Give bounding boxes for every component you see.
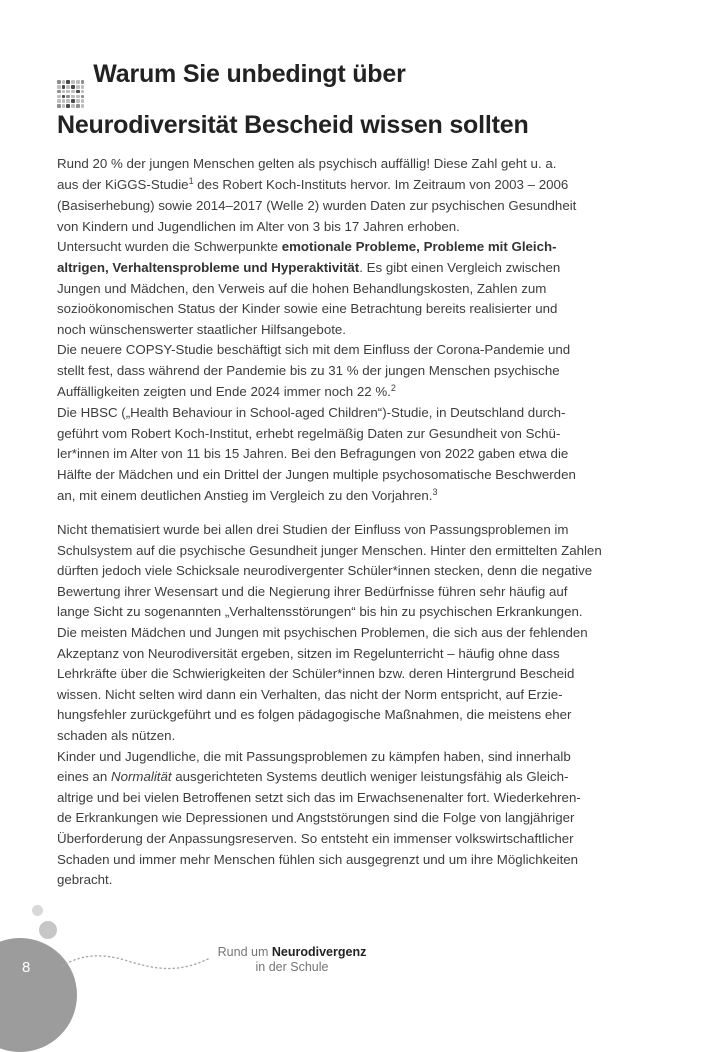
- decor-circle-small: [32, 905, 43, 916]
- dot: [71, 104, 75, 108]
- dot: [71, 80, 75, 84]
- dot: [57, 80, 61, 84]
- body-line: aus der KiGGS-Studie$^1$ des Robert Koch-Instituts hervor. Im Zeitraum von 2003 – 2006: [57, 176, 569, 192]
- dot: [66, 90, 70, 94]
- dot: [81, 80, 85, 84]
- dot: [76, 99, 80, 103]
- body-line: Schaden und immer mehr Menschen fühlen sich ausgegrenzt und um ihre Möglichkeiten: [57, 851, 579, 867]
- dot: [76, 80, 80, 84]
- dot: [57, 99, 61, 103]
- body-line: Die neuere COPSY-Studie beschäftigt sich mit dem Einfluss der Corona-Pandemie und: [57, 342, 571, 358]
- dot: [66, 95, 70, 99]
- dot: [81, 95, 85, 99]
- body-line: hungsfehler zurückgeführt und es folgen pädagogische Maßnahmen, die meistens eher: [57, 707, 572, 723]
- body-line: noch wünschenswerter staatlicher Hilfsangebote.: [57, 321, 346, 337]
- dot: [81, 104, 85, 108]
- body-line: Hälfte der Mädchen und ein Drittel der Jungen multiple psychosomatische Beschwerden: [57, 466, 576, 482]
- body-line: dürften jedoch viele Schicksale neurodivergenter Schüler*innen stecken, denn die negative: [57, 563, 593, 579]
- dot: [76, 95, 80, 99]
- footer-series-title: [213, 945, 371, 974]
- body-line: lange Sicht zu sogenannten „Verhaltensstörungen“ bis hin zu psychischen Erkrankungen.: [57, 604, 583, 620]
- dot: [76, 104, 80, 108]
- body-line: de Erkrankungen wie Depressionen und Angststörungen sind die Folge von langjähriger: [57, 810, 575, 826]
- dot: [62, 90, 66, 94]
- body-line: Lehrkräfte über die Schwierigkeiten der Schüler*innen bzw. deren Hintergrund Bescheid: [57, 666, 575, 682]
- body-line: (Basiserhebung) sowie 2014–2017 (Welle 2) wurden Daten zur psychischen Gesundheit: [57, 198, 577, 214]
- text-block-1: [57, 154, 657, 507]
- text-block-2: [57, 520, 657, 891]
- dot: [76, 90, 80, 94]
- dot-grid-icon: [57, 80, 84, 107]
- dot: [71, 95, 75, 99]
- dot: [81, 85, 85, 89]
- dot: [62, 80, 66, 84]
- body-line: Bewertung ihrer Wesensart und die Negierung ihrer Bedürfnisse führen sehr häufig auf: [57, 583, 568, 599]
- footer-series-line-1: [213, 945, 371, 960]
- body-text: [57, 154, 657, 891]
- body-line: Die meisten Mädchen und Jungen mit psychischen Problemen, die sich aus der fehlenden: [57, 625, 588, 641]
- body-line: gebracht.: [57, 872, 113, 888]
- body-line: stellt fest, dass während der Pandemie bis zu 31 % der jungen Menschen psychische: [57, 362, 560, 378]
- chapter-title: [57, 55, 657, 144]
- dot: [57, 85, 61, 89]
- dot: [71, 85, 75, 89]
- body-line: Untersucht wurden die Schwerpunkte emotionale Probleme, Probleme mit Gleich-: [57, 239, 557, 255]
- body-line: altrige und bei vielen Betroffenen setzt sich das im Erwachsenenalter fort. Wiederkehren-: [57, 789, 581, 805]
- dot: [62, 85, 66, 89]
- body-line: eines an Normalität ausgerichteten Systems deutlich weniger leistungsfähig als Gleich-: [57, 769, 569, 785]
- body-line: wissen. Nicht selten wird dann ein Verhalten, das nicht der Norm entspricht, auf Erzie-: [57, 686, 563, 702]
- chapter-title-text-1: Warum Sie unbedingt über: [93, 60, 406, 88]
- chapter-title-text-2: Neurodiversität Bescheid wissen sollten: [57, 110, 529, 139]
- chapter-title-line-2: [57, 106, 657, 144]
- body-line: ler*innen im Alter von 11 bis 15 Jahren. Bei den Befragungen von 2022 gaben etwa die: [57, 446, 569, 462]
- dot: [66, 85, 70, 89]
- dot: [62, 95, 66, 99]
- body-line: Auffälligkeiten zeigten und Ende 2024 immer noch 22 %.$^2$: [57, 383, 396, 399]
- body-line: Nicht thematisiert wurde bei allen drei Studien der Einfluss von Passungsproblemen im: [57, 522, 569, 538]
- body-line: altrigen, Verhaltensprobleme und Hyperaktivität. Es gibt einen Vergleich zwischen: [57, 259, 561, 275]
- dot: [81, 90, 85, 94]
- footer-series-regular: Rund um: [217, 945, 272, 959]
- footer-series-bold: Neurodivergenz: [271, 945, 367, 959]
- footer-series-line-2: in der Schule: [255, 959, 329, 974]
- body-line: Schulsystem auf die psychische Gesundheit junger Menschen. Hinter den ermittelten Zahlen: [57, 542, 602, 558]
- page-number: 8: [22, 959, 31, 976]
- body-line: schaden als nützen.: [57, 728, 176, 744]
- body-line: Jungen und Mädchen, den Verweis auf die hohen Behandlungskosten, Zahlen zum: [57, 280, 547, 296]
- dotted-curve-icon: [60, 945, 216, 981]
- dot: [81, 99, 85, 103]
- body-line: an, mit einem deutlichen Anstieg im Vergleich zu den Vorjahren.$^3$: [57, 487, 438, 503]
- dot: [57, 104, 61, 108]
- dot: [71, 99, 75, 103]
- dot: [71, 90, 75, 94]
- dot: [66, 80, 70, 84]
- dot: [57, 90, 61, 94]
- chapter-title-line-1: [57, 55, 657, 106]
- body-line: Akzeptanz von Neurodiversität ergeben, sitzen im Regelunterricht – häufig ohne dass: [57, 645, 560, 661]
- body-line: Rund 20 % der jungen Menschen gelten als psychisch auffällig! Diese Zahl geht u. a.: [57, 156, 557, 171]
- body-line: geführt vom Robert Koch-Institut, erhebt regelmäßig Daten zur Gesundheit von Schü-: [57, 425, 561, 441]
- dot: [66, 104, 70, 108]
- decor-circle-medium: [39, 921, 57, 939]
- body-line: von Kindern und Jugendlichen im Alter von 3 bis 17 Jahren erhoben.: [57, 218, 460, 234]
- dot: [62, 99, 66, 103]
- body-line: Die HBSC („Health Behaviour in School-aged Children“)-Studie, in Deutschland durch-: [57, 405, 566, 421]
- dot: [57, 95, 61, 99]
- dot: [62, 104, 66, 108]
- body-line: sozioökonomischen Status der Kinder sowie eine Betrachtung bereits realisierter und: [57, 301, 558, 317]
- body-line: Kinder und Jugendliche, die mit Passungsproblemen zu kämpfen haben, sind innerhalb: [57, 748, 571, 764]
- dot: [66, 99, 70, 103]
- body-line: Überforderung der Anpassungsreserven. So entsteht ein immenser volkswirtschaftlicher: [57, 831, 574, 846]
- dot: [76, 85, 80, 89]
